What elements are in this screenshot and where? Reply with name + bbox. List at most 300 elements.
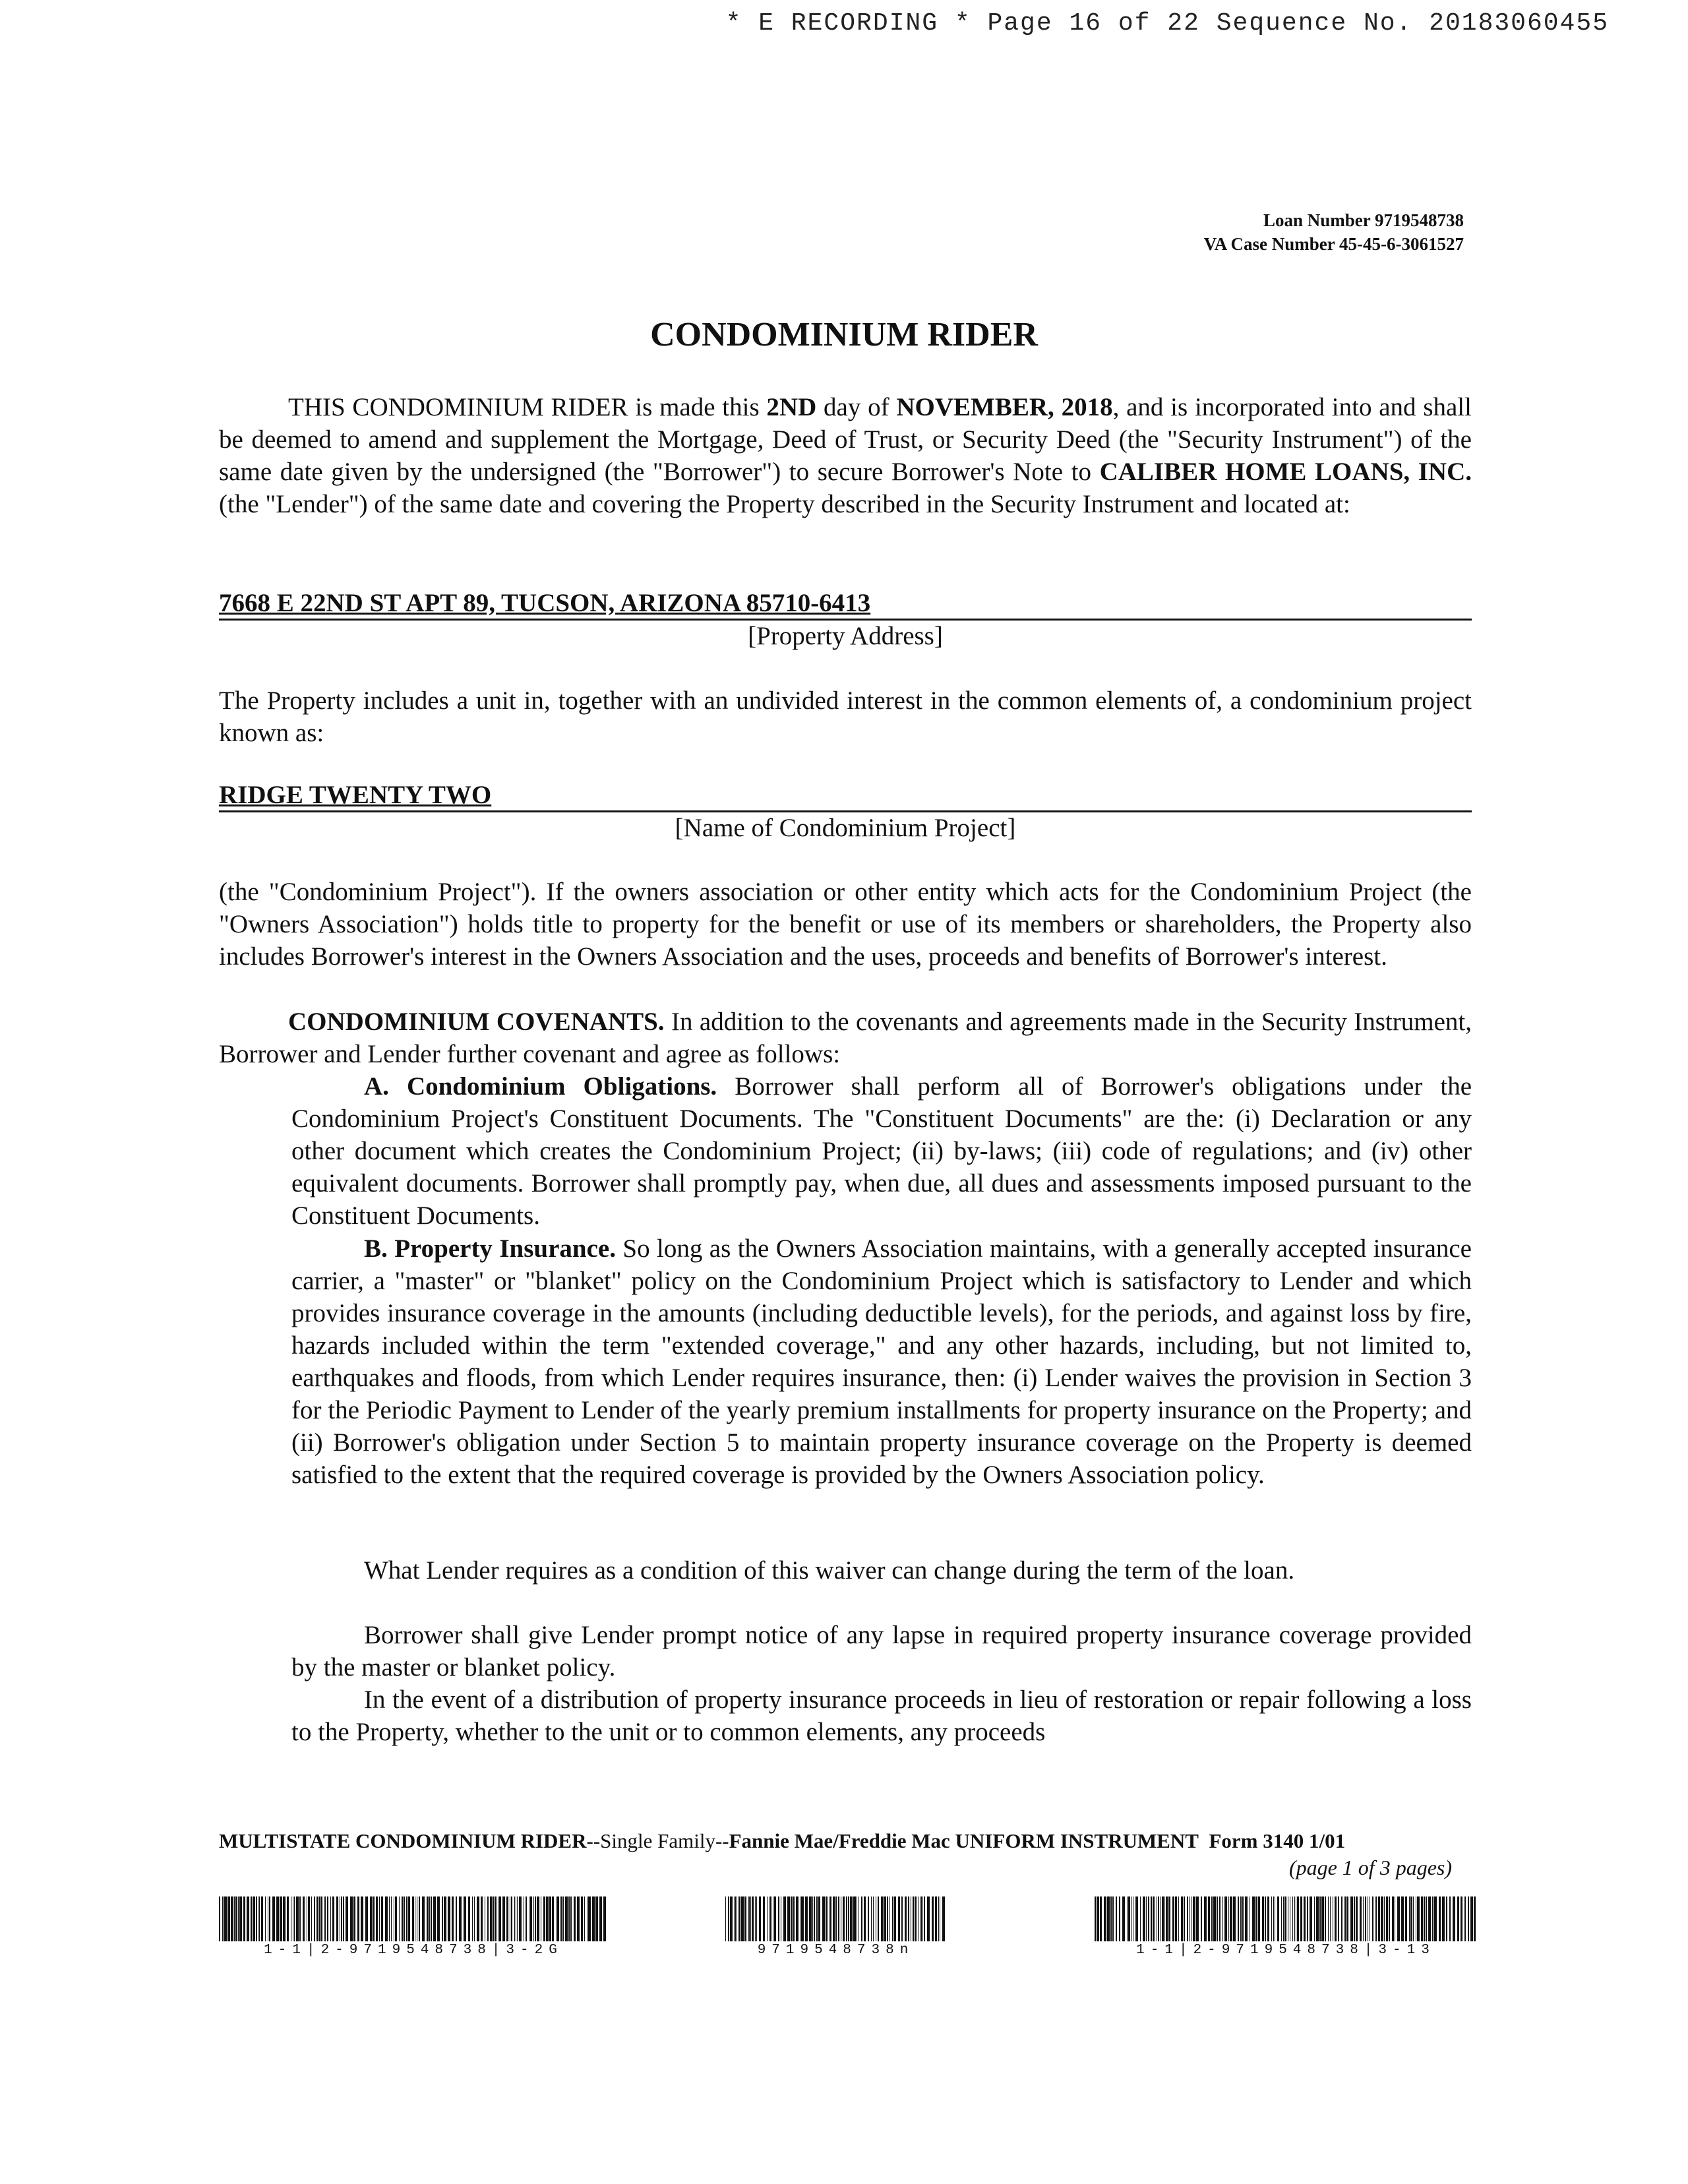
intro-day: 2ND (766, 393, 817, 421)
barcode-bar (752, 1896, 754, 1941)
barcode-bar (519, 1896, 522, 1941)
barcode-bar (735, 1896, 736, 1941)
barcode-bar (1304, 1896, 1306, 1941)
form-title-line (219, 1828, 1452, 1854)
barcode-bar (490, 1896, 493, 1941)
barcode-bar (938, 1896, 939, 1941)
project-name-caption: [Name of Condominium Project] (675, 814, 1016, 842)
barcode-bar (1151, 1896, 1152, 1941)
section-b-distribution: In the event of a distribution of property insurance proceeds in lieu of restoration or repair following a loss to the Property, whether to the unit or to common elements, any proceeds (291, 1685, 1472, 1746)
barcode-bar (1457, 1896, 1459, 1941)
barcode-bar (809, 1896, 812, 1941)
barcode-bar (1178, 1896, 1179, 1941)
barcode-bar (1097, 1896, 1099, 1941)
barcode-bar (1233, 1896, 1236, 1941)
barcode-bar (1341, 1896, 1342, 1941)
barcode-2 (725, 1896, 946, 1957)
barcode-bar (1292, 1896, 1293, 1941)
barcode-bar (744, 1896, 746, 1941)
barcode-bar (560, 1896, 562, 1941)
barcode-bar (265, 1896, 266, 1941)
barcode-bar (769, 1896, 771, 1941)
barcode-bar (373, 1896, 375, 1941)
barcode-bar (864, 1896, 866, 1941)
barcode-bar (251, 1896, 252, 1941)
barcode-bar (767, 1896, 768, 1941)
barcode-bar (235, 1896, 237, 1941)
barcode-bar (741, 1896, 744, 1941)
barcode-bar (442, 1896, 443, 1941)
barcode-bar (261, 1896, 263, 1941)
barcode-bar (537, 1896, 539, 1941)
section-b-text: So long as the Owners Association maintains, with a generally accepted insurance carrier, a "master" or "blanket" policy on the Condominium Project which is satisfactory to Lender and which provides insurance coverage in the amounts (including deductible levels), for the periods, and against loss by fire, hazards included within the term "extended coverage," and any other hazards, including, but not limited to, earthquakes and floods, from which Lender requires insurance, then: (i) Lender waives the provision in Section 3 for the Periodic Payment to Lender of the yearly premium installments for property insurance on the Property; and (ii) Borrower's obligation under Section 5 to maintain property insurance coverage on the Property is deemed satisfied to the extent that the required coverage is provided by the Owners Association policy. (291, 1234, 1472, 1489)
barcode-bar (448, 1896, 450, 1941)
barcode-bar (927, 1896, 930, 1941)
barcode-bar (1434, 1896, 1437, 1941)
barcode-bar (549, 1896, 551, 1941)
barcode-bar (755, 1896, 756, 1941)
barcode-bar (1224, 1896, 1227, 1941)
barcode-bar (299, 1896, 301, 1941)
barcode-bar (317, 1896, 318, 1941)
barcode-bar (1453, 1896, 1455, 1941)
barcode-bar (332, 1896, 334, 1941)
barcode-bar (1294, 1896, 1295, 1941)
barcode-bar (1397, 1896, 1400, 1941)
barcode-bar (1384, 1896, 1385, 1941)
barcode-bar (1184, 1896, 1185, 1941)
barcode-bar (1252, 1896, 1255, 1941)
barcode-bar (1230, 1896, 1232, 1941)
barcode-bar (1346, 1896, 1348, 1941)
barcode-bar (422, 1896, 425, 1941)
barcode-bar (1310, 1896, 1312, 1941)
barcode-bar (1321, 1896, 1324, 1941)
barcode-bar (238, 1896, 239, 1941)
barcode-bar (1381, 1896, 1383, 1941)
barcode-bar (502, 1896, 505, 1941)
barcode-bar (1446, 1896, 1447, 1941)
barcode-bar (774, 1896, 776, 1941)
barcode-bar (1267, 1896, 1269, 1941)
barcode-bar (599, 1896, 602, 1941)
barcode-bar (1265, 1896, 1266, 1941)
page-count: (page 1 of 3 pages) (1288, 1856, 1452, 1879)
loan-number: Loan Number 9719548738 (1263, 210, 1464, 230)
barcode-bar (791, 1896, 793, 1941)
intro-part2: day of (816, 393, 897, 421)
covenants-text: In addition to the covenants and agreements made in the Security Instrument, Borrower and Lender further covenant and agree as follows: (219, 1008, 1472, 1068)
form-title-rest: --Single Family-- (586, 1829, 729, 1852)
barcode-bar (1181, 1896, 1183, 1941)
barcode-bar (1217, 1896, 1218, 1941)
barcode-bar (868, 1896, 869, 1941)
barcode-bar (552, 1896, 554, 1941)
barcode-bar (1273, 1896, 1274, 1941)
barcode-bar (234, 1896, 235, 1941)
barcode-bar (514, 1896, 515, 1941)
barcode-bar (1112, 1896, 1114, 1941)
intro-month-year: NOVEMBER, 2018 (896, 393, 1113, 421)
barcode-bar (750, 1896, 751, 1941)
barcode-bar (908, 1896, 909, 1941)
barcode-bar (829, 1896, 831, 1941)
barcode-bar (294, 1896, 295, 1941)
barcode-bar (219, 1896, 220, 1941)
barcode-bar (848, 1896, 849, 1941)
property-address: 7668 E 22ND ST APT 89, TUCSON, ARIZONA 85710-6413 (219, 589, 871, 617)
barcode-bar (738, 1896, 740, 1941)
section-b-heading: Property Insurance. (394, 1234, 616, 1263)
barcode-bar (517, 1896, 518, 1941)
barcode-bar (1330, 1896, 1331, 1941)
barcode-bar (1474, 1896, 1476, 1941)
barcode-bar (511, 1896, 512, 1941)
barcode-bar (587, 1896, 588, 1941)
barcode-bar (427, 1896, 429, 1941)
barcode-bar (1354, 1896, 1355, 1941)
barcode-bar (1107, 1896, 1110, 1941)
barcode-bar (1258, 1896, 1260, 1941)
barcode-3 (1095, 1896, 1477, 1957)
barcode-bar (787, 1896, 790, 1941)
barcode-bar (1158, 1896, 1159, 1941)
barcode-bar (565, 1896, 568, 1941)
barcode-bar (320, 1896, 322, 1941)
barcode-bar (272, 1896, 275, 1941)
barcode-bar (419, 1896, 420, 1941)
section-b-label: B. (364, 1234, 388, 1263)
barcode-bar (343, 1896, 344, 1941)
barcode-bar (1245, 1896, 1248, 1941)
barcode-bar (407, 1896, 410, 1941)
barcode-bar (459, 1896, 462, 1941)
barcode-bar (1095, 1896, 1096, 1941)
barcode-bar (1196, 1896, 1199, 1941)
barcode-bar (353, 1896, 355, 1941)
barcode-bar (1148, 1896, 1149, 1941)
barcode-bar (915, 1896, 917, 1941)
barcode-bar (487, 1896, 489, 1941)
barcode-bar (1175, 1896, 1177, 1941)
barcode-bar (222, 1896, 224, 1941)
barcode-bar (805, 1896, 808, 1941)
barcode-bar (357, 1896, 359, 1941)
barcode-1-bars (219, 1896, 608, 1941)
barcode-bar (861, 1896, 862, 1941)
barcode-bar (1172, 1896, 1174, 1941)
barcode-bar (748, 1896, 750, 1941)
barcode-bar (1166, 1896, 1168, 1941)
barcode-bar (1307, 1896, 1308, 1941)
barcode-bar (474, 1896, 475, 1941)
barcode-bar (399, 1896, 400, 1941)
barcode-bar (395, 1896, 397, 1941)
barcode-bar (1284, 1896, 1286, 1941)
barcode-bar (556, 1896, 557, 1941)
barcode-bar (570, 1896, 572, 1941)
barcode-bar (311, 1896, 312, 1941)
barcode-bar (913, 1896, 914, 1941)
barcode-bar (481, 1896, 483, 1941)
barcode-bar (846, 1896, 847, 1941)
barcode-bar (730, 1896, 733, 1941)
barcode-bar (1392, 1896, 1394, 1941)
barcode-bar (429, 1896, 430, 1941)
property-includes-paragraph: The Property includes a unit in, together with an undivided interest in the common elements of, a condominium project known as: (219, 686, 1472, 747)
barcode-bar (456, 1896, 457, 1941)
barcode-bar (812, 1896, 813, 1941)
barcode-bar (1262, 1896, 1264, 1941)
section-b (291, 1232, 1472, 1491)
barcode-bar (314, 1896, 315, 1941)
barcode-bar (1442, 1896, 1445, 1941)
barcode-bar (1168, 1896, 1170, 1941)
barcode-bar (1213, 1896, 1216, 1941)
barcode-bar (1428, 1896, 1431, 1941)
barcode-bar (1193, 1896, 1195, 1941)
barcode-bar (381, 1896, 383, 1941)
barcode-bar (1372, 1896, 1373, 1941)
barcode-bar (1222, 1896, 1223, 1941)
barcode-bar (1119, 1896, 1120, 1941)
barcode-bar (1360, 1896, 1362, 1941)
intro-part4: (the "Lender") of the same date and covering the Property described in the Security Instrument and located at: (219, 490, 1350, 518)
barcode-bar (1401, 1896, 1404, 1941)
barcode-bar (1219, 1896, 1221, 1941)
barcode-bar (1242, 1896, 1244, 1941)
barcode-bar (1201, 1896, 1202, 1941)
barcode-bar (341, 1896, 342, 1941)
barcode-bar (557, 1896, 559, 1941)
barcode-bar (1363, 1896, 1364, 1941)
barcode-bar (1325, 1896, 1326, 1941)
barcode-bar (1335, 1896, 1337, 1941)
barcode-bar (433, 1896, 436, 1941)
barcode-bar (1116, 1896, 1117, 1941)
barcode-bar (833, 1896, 835, 1941)
barcode-bar (1417, 1896, 1420, 1941)
barcode-bar (783, 1896, 786, 1941)
barcode-bar (1356, 1896, 1358, 1941)
barcode-bar (878, 1896, 879, 1941)
barcode-bar (894, 1896, 896, 1941)
barcode-bar (568, 1896, 570, 1941)
barcode-bar (365, 1896, 368, 1941)
barcode-bar (796, 1896, 798, 1941)
barcode-bar (406, 1896, 407, 1941)
intro-part3: , and is incorporated into and shall be deemed to amend and supplement the Mortgage, Deed of Trust, or Security Deed (the "Security Instrument") of the same date given by the undersigned (the "Borrower") to secure Borrower's Note to (219, 393, 1472, 486)
barcode-bar (1255, 1896, 1257, 1941)
barcode-bar (336, 1896, 338, 1941)
project-name: RIDGE TWENTY TWO (219, 781, 492, 809)
barcode-bar (584, 1896, 585, 1941)
barcode-bar (1189, 1896, 1190, 1941)
barcode-bar (253, 1896, 255, 1941)
barcode-bar (1350, 1896, 1353, 1941)
barcode-bar (1277, 1896, 1279, 1941)
barcode-bar (391, 1896, 392, 1941)
barcode-bar (1100, 1896, 1102, 1941)
barcode-bar (327, 1896, 328, 1941)
barcode-bar (283, 1896, 286, 1941)
barcode-bar (1122, 1896, 1125, 1941)
section-b-waiver: What Lender requires as a condition of this waiver can change during the term of the loan. (364, 1556, 1295, 1585)
barcode-bar (296, 1896, 299, 1941)
barcode-bar (376, 1896, 378, 1941)
barcode-bar (287, 1896, 289, 1941)
barcode-bar (1146, 1896, 1147, 1941)
intro-paragraph (219, 391, 1472, 520)
barcode-bar (603, 1896, 606, 1941)
barcode-bar (873, 1896, 874, 1941)
barcode-bar (1386, 1896, 1388, 1941)
barcode-bar (1240, 1896, 1242, 1941)
barcode-bar (546, 1896, 549, 1941)
barcode-bar (499, 1896, 501, 1941)
barcode-bar (319, 1896, 320, 1941)
barcode-bar (1297, 1896, 1299, 1941)
barcode-bar (472, 1896, 473, 1941)
lender-name: CALIBER HOME LOANS, INC. (1099, 458, 1472, 486)
barcode-bar (330, 1896, 331, 1941)
barcode-bar (793, 1896, 795, 1941)
barcode-bar (361, 1896, 363, 1941)
barcode-bar (224, 1896, 227, 1941)
barcode-bar (437, 1896, 440, 1941)
barcode-bar (1378, 1896, 1380, 1941)
barcode-bar (881, 1896, 884, 1941)
covenants-heading: CONDOMINIUM COVENANTS. (288, 1008, 665, 1036)
barcode-bar (1413, 1896, 1414, 1941)
barcode-bar (725, 1896, 726, 1941)
barcode-bar (452, 1896, 454, 1941)
barcode-bar (412, 1896, 414, 1941)
barcode-bar (581, 1896, 583, 1941)
barcode-bar (1314, 1896, 1315, 1941)
barcode-bar (935, 1896, 937, 1941)
project-name-line (219, 780, 1472, 812)
barcode-bar (308, 1896, 310, 1941)
barcode-bar (588, 1896, 591, 1941)
barcode-bar (389, 1896, 390, 1941)
barcode-bar (468, 1896, 470, 1941)
barcode-bar (1461, 1896, 1462, 1941)
barcode-bar (1439, 1896, 1441, 1941)
barcode-bar (853, 1896, 856, 1941)
barcode-bar (543, 1896, 545, 1941)
barcode-bar (924, 1896, 925, 1941)
barcode-bar (826, 1896, 828, 1941)
barcode-bar (404, 1896, 405, 1941)
barcode-bar (464, 1896, 466, 1941)
barcode-bar (444, 1896, 446, 1941)
barcode-bar (1160, 1896, 1161, 1941)
barcode-bar (231, 1896, 233, 1941)
barcode-bar (1344, 1896, 1346, 1941)
barcode-bar (843, 1896, 845, 1941)
barcode-bar (1162, 1896, 1164, 1941)
barcode-bar (276, 1896, 279, 1941)
loan-info-block (1204, 208, 1464, 256)
barcode-bar (1389, 1896, 1390, 1941)
barcode-bar (822, 1896, 825, 1941)
barcode-bar (577, 1896, 580, 1941)
barcode-bar (728, 1896, 729, 1941)
barcode-2-bars (725, 1896, 946, 1941)
barcode-bar (1104, 1896, 1106, 1941)
barcode-bar (920, 1896, 922, 1941)
barcode-bar (756, 1896, 757, 1941)
barcode-bar (259, 1896, 260, 1941)
barcode-bar (379, 1896, 380, 1941)
form-source: Fannie Mae/Freddie Mac UNIFORM INSTRUMENT (729, 1829, 1199, 1852)
barcode-bar (256, 1896, 257, 1941)
barcode-bar (1204, 1896, 1207, 1941)
barcode-bar (1426, 1896, 1427, 1941)
barcode-bar (801, 1896, 804, 1941)
barcode-bar (734, 1896, 735, 1941)
barcode-bar (1405, 1896, 1407, 1941)
barcode-bar (1468, 1896, 1469, 1941)
barcode-bar (778, 1896, 779, 1941)
barcode-bar (280, 1896, 282, 1941)
barcode-bar (431, 1896, 432, 1941)
barcode-bar (1143, 1896, 1145, 1941)
barcode-bar (1432, 1896, 1433, 1941)
section-a-text: Borrower shall perform all of Borrower's obligations under the Condominium Project's Constituent Documents. The "Constituent Documents" are the: (i) Declaration or any other document which creates the Condominium Project; (ii) by-laws; (iii) code of regulations; and (iv) other equivalent documents. Borrower shall promptly pay, when due, all dues and assessments imposed pursuant to the Constituent Documents. (291, 1072, 1472, 1230)
barcode-bar (535, 1896, 536, 1941)
barcode-bar (1211, 1896, 1213, 1941)
barcode-2-label: 9719548738n (757, 1943, 915, 1958)
barcode-bar (1187, 1896, 1188, 1941)
section-a-label: A. (364, 1072, 389, 1101)
property-address-line (219, 588, 1472, 621)
barcode-bar (530, 1896, 532, 1941)
barcode-bar (942, 1896, 945, 1941)
barcode-bar (1338, 1896, 1339, 1941)
barcode-bar (346, 1896, 348, 1941)
barcode-bar (303, 1896, 305, 1941)
barcode-bar (595, 1896, 598, 1941)
barcode-bar (932, 1896, 934, 1941)
barcode-bar (922, 1896, 923, 1941)
barcode-bar (350, 1896, 353, 1941)
intro-part1: THIS CONDOMINIUM RIDER is made this (288, 393, 767, 421)
barcode-bar (1319, 1896, 1321, 1941)
section-a-heading: Condominium Obligations. (406, 1072, 717, 1101)
section-b-notice: Borrower shall give Lender prompt notice of any lapse in required property insurance coverage provided by the master or blanket policy. (291, 1621, 1472, 1682)
barcode-bar (838, 1896, 839, 1941)
barcode-1 (219, 1896, 608, 1957)
barcode-bar (324, 1896, 326, 1941)
barcode-bar (835, 1896, 837, 1941)
barcode-bar (1410, 1896, 1412, 1941)
barcode-bar (243, 1896, 245, 1941)
barcode-bar (1140, 1896, 1141, 1941)
barcode-bar (247, 1896, 249, 1941)
barcode-bar (1127, 1896, 1128, 1941)
barcode-bar (850, 1896, 853, 1941)
barcode-bar (1281, 1896, 1282, 1941)
barcode-bar (1464, 1896, 1466, 1941)
form-footer (219, 1828, 1452, 1881)
barcode-bar (814, 1896, 815, 1941)
barcode-bar (889, 1896, 890, 1941)
barcode-bar (759, 1896, 761, 1941)
barcode-bar (269, 1896, 270, 1941)
barcode-bar (887, 1896, 888, 1941)
